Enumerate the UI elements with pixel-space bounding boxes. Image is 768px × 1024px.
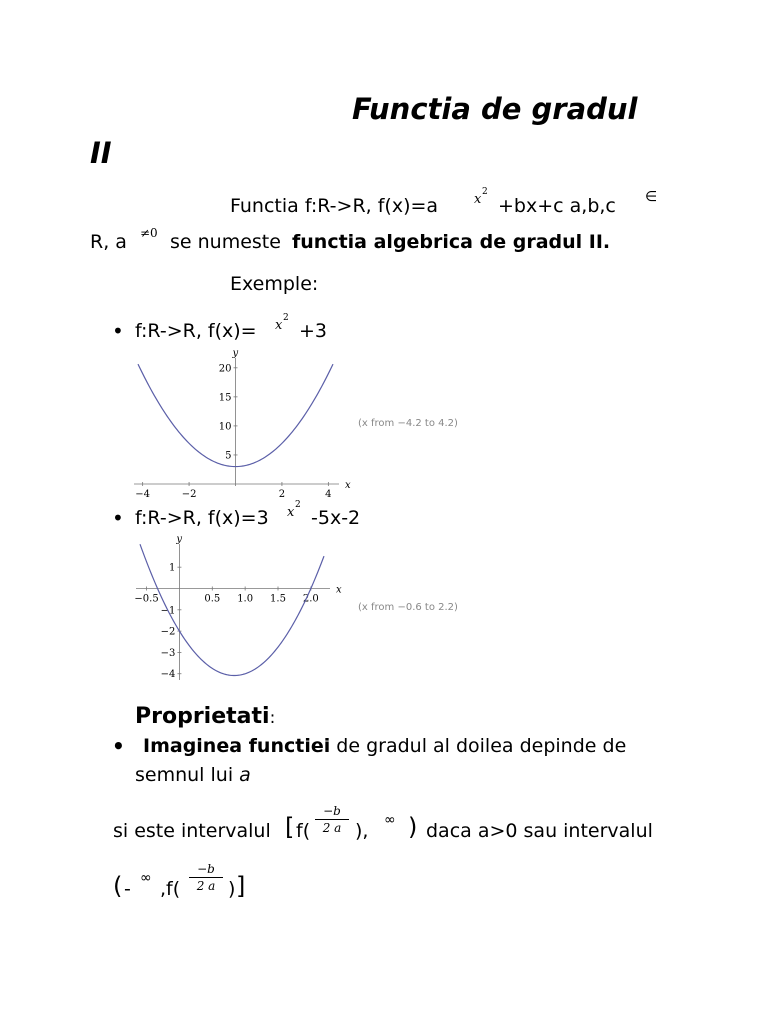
example1-suffix: +3 <box>299 320 328 342</box>
y-tick-label: −1 <box>160 605 176 617</box>
x-tick-label: −0.5 <box>134 593 159 605</box>
property1-bold: Imaginea functiei <box>143 735 331 757</box>
x-tick-label: 4 <box>325 489 332 498</box>
x-tick-label: 0.5 <box>204 593 221 605</box>
condition-text: daca a>0 sau intervalul <box>426 820 653 842</box>
chart-example-1 <box>130 346 490 498</box>
square-exponent: 2 <box>482 187 488 197</box>
fraction-vertex-2 <box>189 862 223 893</box>
y-tick-label: −2 <box>160 626 176 638</box>
chart-example-2 <box>130 532 490 680</box>
fraction-denominator-1: 2 a <box>322 821 342 835</box>
example1-prefix: f:R->R, f(x)= <box>135 320 257 342</box>
f-open: f( <box>296 820 311 842</box>
left-bracket: [ <box>285 813 295 841</box>
fraction-denominator-2: 2 a <box>196 879 216 893</box>
property1-text: de gradul al doilea depinde de <box>336 735 627 757</box>
example2-square-exponent: 2 <box>295 500 301 510</box>
definition-part1: Functia f:R->R, f(x)=a <box>230 195 439 217</box>
close-paren: ) <box>228 878 236 900</box>
comma-f-open: ,f( <box>160 878 181 900</box>
x-tick-label: 1.0 <box>237 593 254 605</box>
range-note: (x from −0.6 to 2.2) <box>358 602 458 613</box>
y-tick-label: 20 <box>218 363 232 375</box>
right-bracket: ] <box>236 872 246 900</box>
x-tick-label: 2 <box>278 489 286 498</box>
page-title-continued: II <box>90 136 112 170</box>
y-tick-label: 15 <box>218 392 232 404</box>
example2-prefix: f:R->R, f(x)=3 <box>135 507 269 529</box>
x-variable: x <box>474 192 482 207</box>
definition-part2: +bx+c a,b,c <box>498 195 616 217</box>
property1-a: a <box>239 764 251 786</box>
properties-heading-row <box>135 704 275 729</box>
y-tick-label: 10 <box>218 421 232 433</box>
infinity-symbol-2: ∞ <box>140 870 152 886</box>
property1-line2-text: semnul lui <box>135 764 234 786</box>
x-tick-label: −4 <box>135 489 151 498</box>
infinity-symbol-1: ∞ <box>384 812 396 828</box>
definition-bold-term: functia algebrica de gradul II. <box>292 231 611 253</box>
range-note: (x from −4.2 to 4.2) <box>358 418 458 429</box>
example1-x-variable: x <box>275 318 283 333</box>
definition-part3: R, a <box>90 231 127 253</box>
examples-label: Exemple: <box>230 273 319 295</box>
y-tick-label: 5 <box>225 450 232 462</box>
interval-prefix: si este intervalul <box>113 820 271 842</box>
y-axis-label: y <box>232 348 239 359</box>
property1-line2 <box>135 764 251 786</box>
element-of-symbol: ∈ <box>645 189 658 205</box>
bullet-property-1: • <box>112 734 125 758</box>
page-title: Functia de gradul <box>352 92 638 126</box>
y-tick-label: −4 <box>160 669 176 680</box>
y-tick-label: −3 <box>160 647 176 659</box>
fraction-numerator-2: −b <box>189 862 223 878</box>
properties-colon: : <box>269 708 276 728</box>
bullet-example-2: • <box>112 506 124 530</box>
y-axis-label: y <box>176 534 183 545</box>
right-paren: ) <box>408 813 418 841</box>
minus-sign: - <box>124 878 131 900</box>
x-tick-label: 2.0 <box>302 593 319 605</box>
x-tick-label: 1.5 <box>270 593 286 605</box>
x-tick-label: −2 <box>181 489 197 498</box>
close-comma: ), <box>355 820 369 842</box>
fraction-numerator-1: −b <box>315 804 349 820</box>
x-axis-label: x <box>345 480 351 491</box>
y-tick-label: 1 <box>169 562 176 574</box>
fraction-vertex-1 <box>315 804 349 835</box>
not-equal-zero: ≠0 <box>140 226 158 240</box>
bullet-example-1: • <box>112 319 124 343</box>
properties-heading: Proprietati <box>135 704 270 729</box>
example1-square-exponent: 2 <box>283 313 289 323</box>
definition-part4: se numeste <box>170 231 281 253</box>
example2-x-variable: x <box>287 505 295 520</box>
left-paren: ( <box>113 872 123 900</box>
example2-suffix: -5x-2 <box>311 507 361 529</box>
x-axis-label: x <box>336 584 342 596</box>
property1-line1 <box>143 735 626 757</box>
